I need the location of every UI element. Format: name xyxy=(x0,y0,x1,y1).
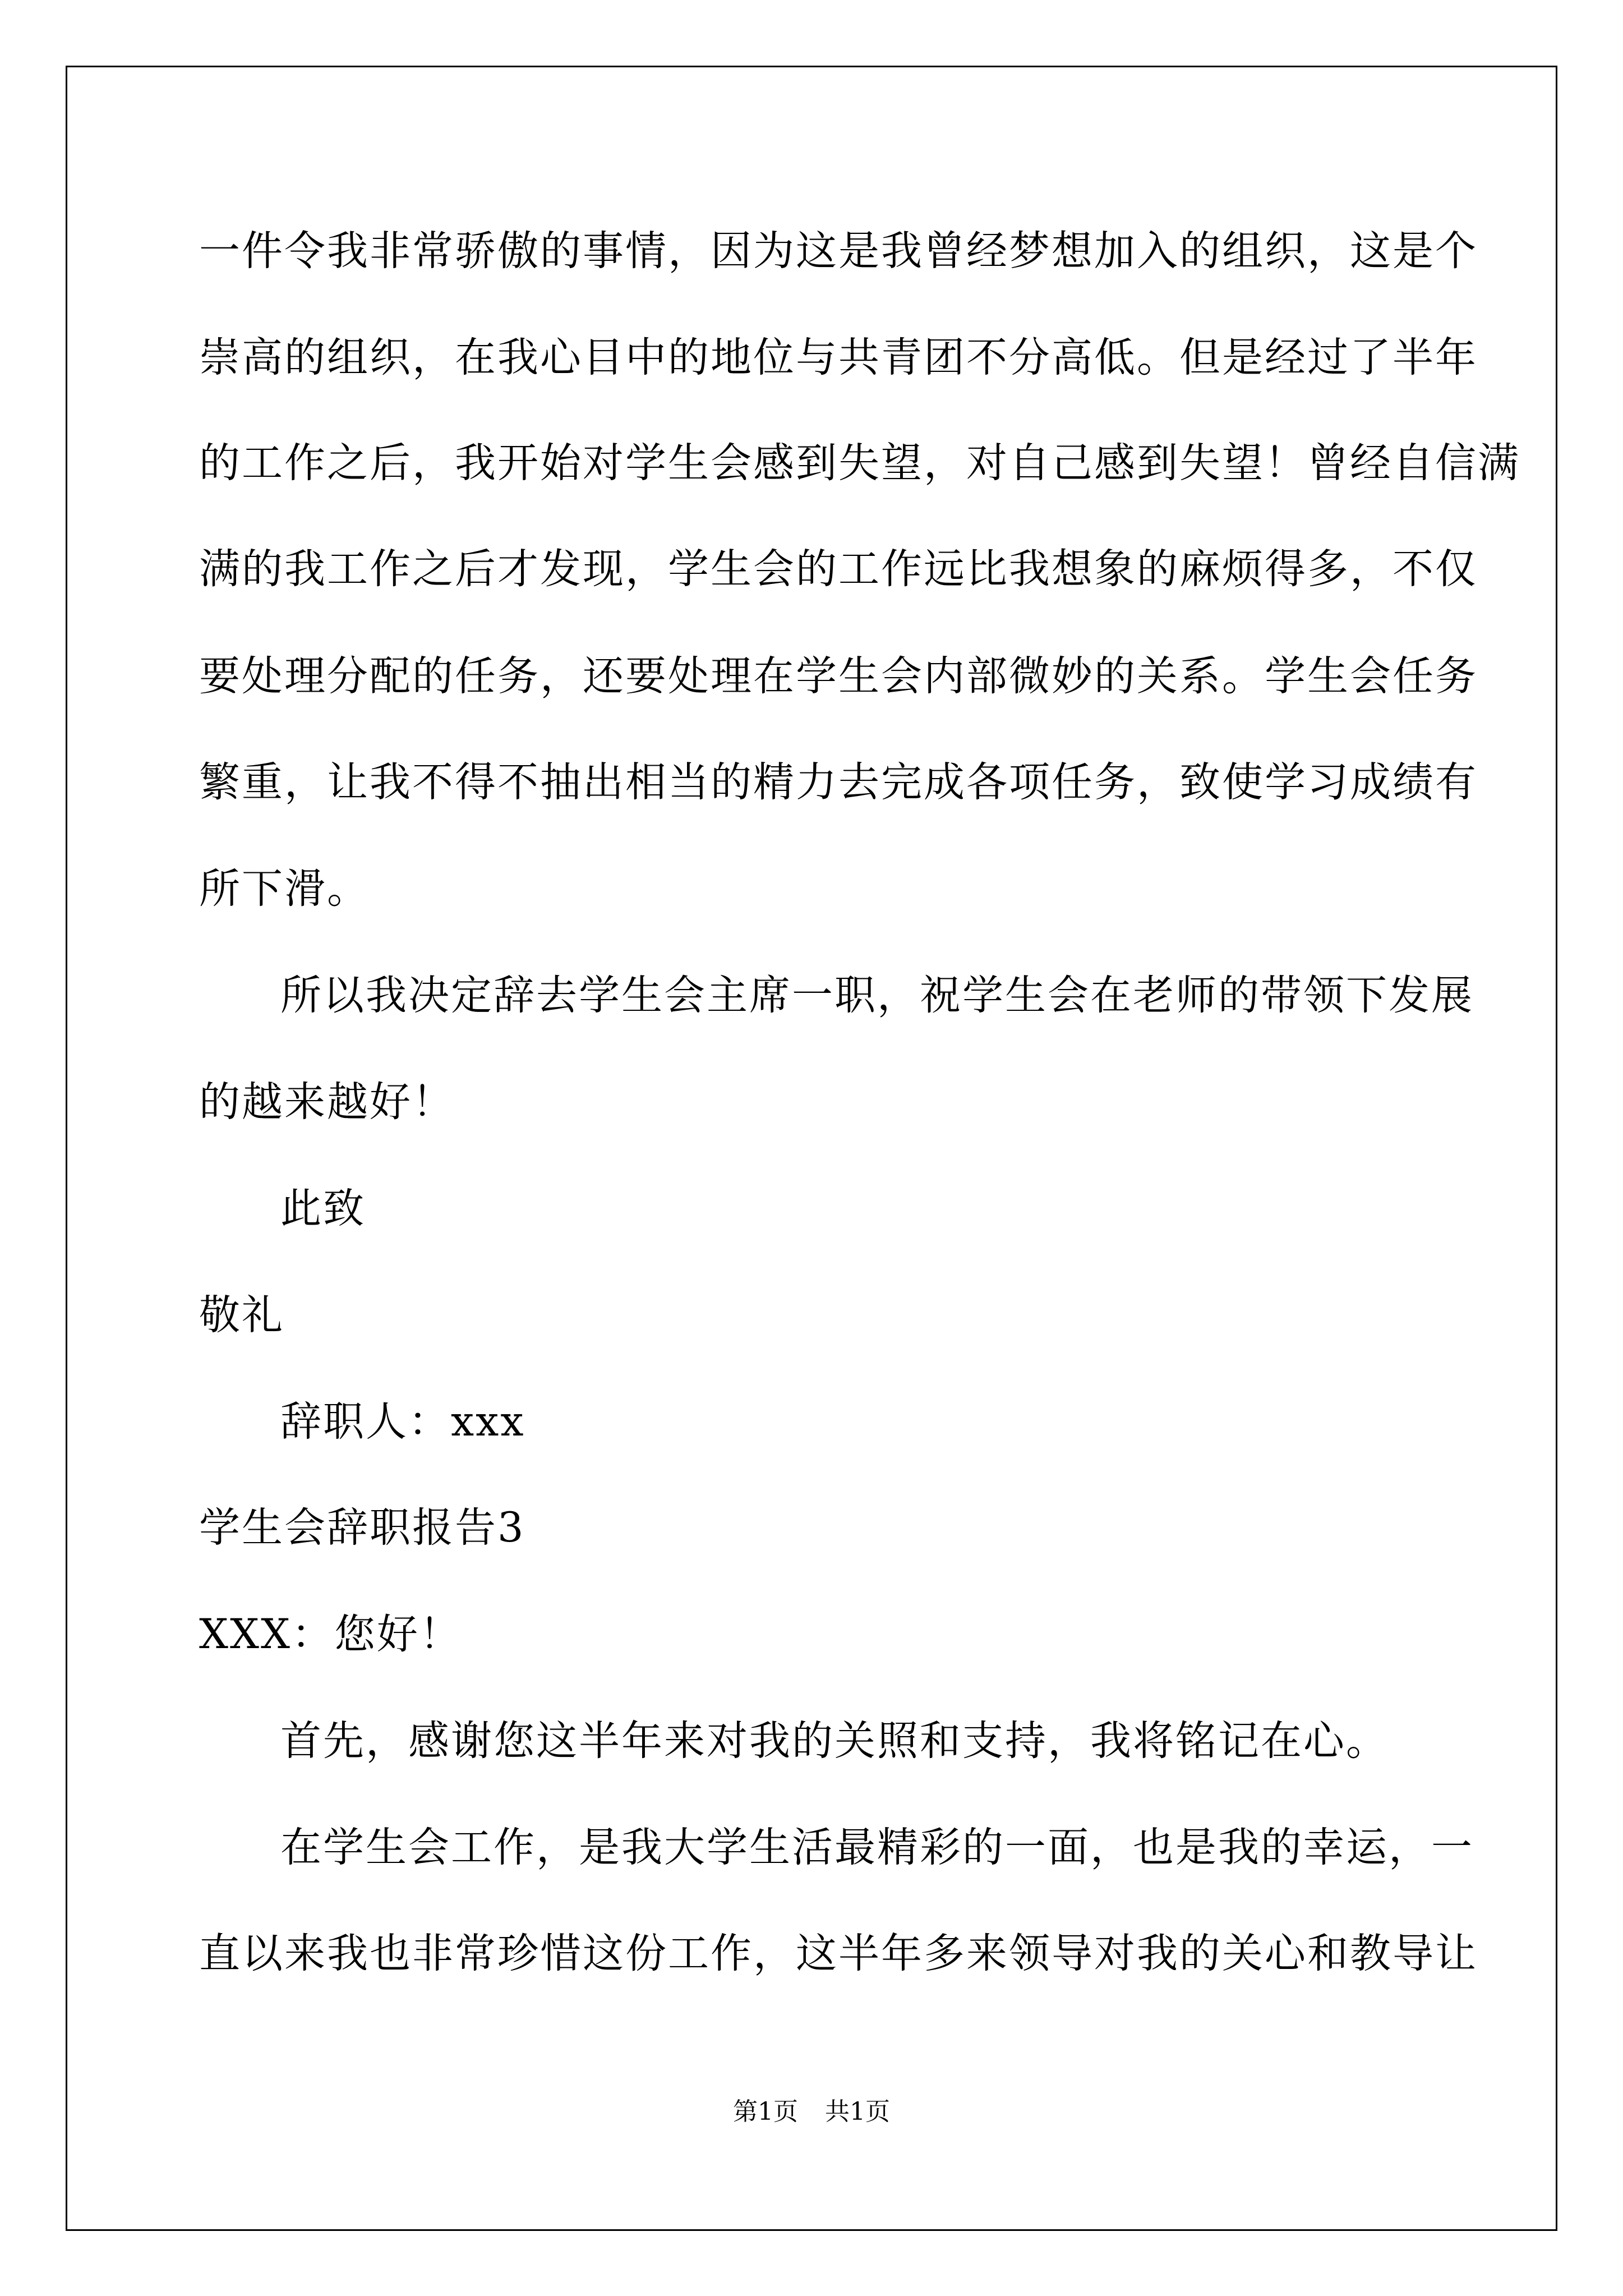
body-line-1: 一件令我非常骄傲的事情，因为这是我曾经梦想加入的组织，这是个 xyxy=(199,227,1478,275)
body-line-8: 所以我决定辞去学生会主席一职，祝学生会在老师的带领下发展 xyxy=(280,972,1474,1019)
body-line-9: 的越来越好！ xyxy=(199,1078,455,1126)
closing-salutation: 此致 xyxy=(280,1185,366,1232)
body-line-17: 直以来我也非常珍惜这份工作，这半年多来领导对我的关心和教导让 xyxy=(199,1930,1478,1977)
closing-respect: 敬礼 xyxy=(199,1291,284,1339)
body-line-2: 崇高的组织，在我心目中的地位与共青团不分高低。但是经过了半年 xyxy=(199,334,1478,381)
body-line-3: 的工作之后，我开始对学生会感到失望，对自己感到失望！曾经自信满 xyxy=(199,439,1520,487)
body-line-16: 在学生会工作，是我大学生活最精彩的一面，也是我的幸运，一 xyxy=(280,1824,1474,1871)
body-line-6: 繁重，让我不得不抽出相当的精力去完成各项任务，致使学习成绩有 xyxy=(199,758,1478,806)
body-line-5: 要处理分配的任务，还要处理在学生会内部微妙的关系。学生会任务 xyxy=(199,652,1478,700)
section-heading: 学生会辞职报告3 xyxy=(199,1504,525,1552)
page-total: 共1页 xyxy=(825,2097,890,2126)
body-line-15: 首先，感谢您这半年来对我的关照和支持，我将铭记在心。 xyxy=(280,1717,1389,1765)
signature-line: 辞职人：xxx xyxy=(280,1398,525,1446)
page-frame xyxy=(66,66,1557,2231)
page-footer xyxy=(0,2098,1623,2126)
body-line-7: 所下滑。 xyxy=(199,865,370,913)
page-number: 第1页 xyxy=(733,2097,798,2126)
body-line-4: 满的我工作之后才发现，学生会的工作远比我想象的麻烦得多，不仅 xyxy=(199,545,1478,593)
greeting-line: XXX：您好！ xyxy=(199,1611,462,1658)
